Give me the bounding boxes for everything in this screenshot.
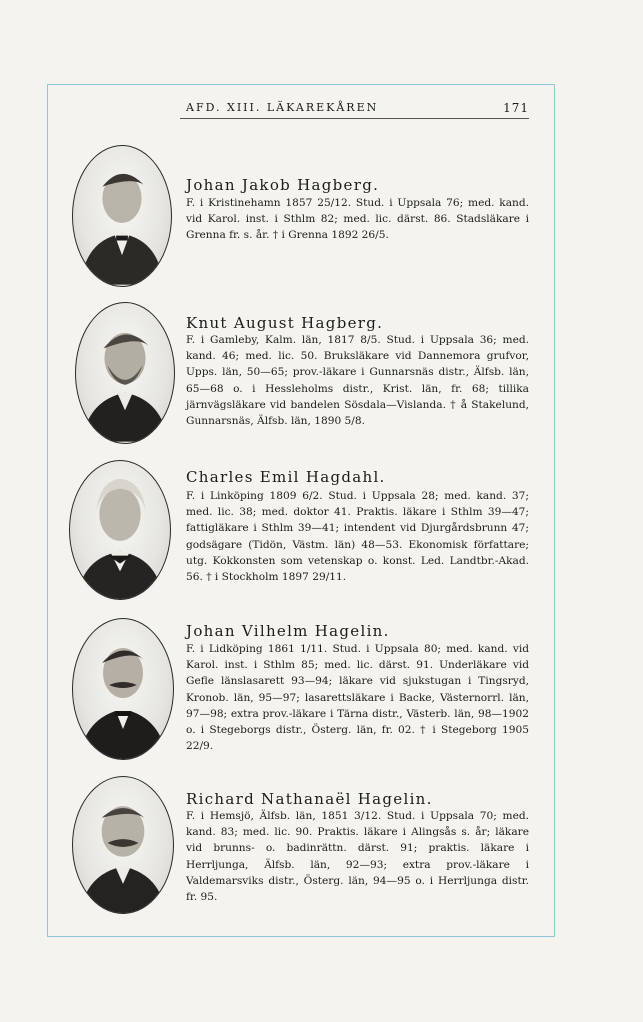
portrait-image: [75, 302, 175, 444]
portrait-image: [72, 776, 174, 914]
portrait-image: [72, 145, 172, 287]
entry-bio: [186, 195, 529, 244]
entry-bio: [186, 488, 529, 585]
bio-text: F. i Linköping 1809 6/2. Stud. i Uppsala 28; med. kand. 37; med. lic. 38; med. doktor 41. Praktis. läkare i Sthlm 39—47; fattigläkare i Sthlm 39—41; intendent vid Djurgårdsbrunn 47; godsägare (Tidön, Västm. län) 48—53. Ekonomisk författare; utg. Kokkonsten som vetenskap o. konst. Led. Landtbr.-Akad. 56. † i Stockholm 1897 29/11.: [186, 490, 529, 584]
bio-text: F. i Lidköping 1861 1/11. Stud. i Uppsala 80; med. kand. vid Karol. inst. i Sthlm 85; med. lic. därst. 91. Underläkare vid Gefle länslasarett 93—94; läkare vid sjukstugan i Tingsryd, Kronob. län, 95—97; lasarettsläkare i Backe, Västernorrl. län, 97—98; extra prov.-läkare i Tärna distr., Västerb. län, 98—1902 o. i Stegeborgs distr., Österg. län, fr. 02. † i Stegeborg 1905 22/9.: [186, 643, 529, 753]
bio-text: F. i Gamleby, Kalm. län, 1817 8/5. Stud. i Uppsala 36; med. kand. 46; med. lic. 50. Bruksläkare vid Dannemora grufvor, Upps. län, 50—65; prov.-läkare i Gunnarsnäs distr., Älfsb. län, 65—68 o. i Hessleholms distr., Krist. län, fr. 68; tillika järnvägsläkare vid bandelen Sösdala—Vislanda. † å Stakelund, Gunnarsnäs, Älfsb. län, 1890 5/8.: [186, 334, 529, 428]
entry-name: Richard Nathanaël Hagelin.: [186, 790, 433, 808]
bio-text: F. i Kristinehamn 1857 25/12. Stud. i Uppsala 76; med. kand. vid Karol. inst. i Sthlm 82; med. lic. därst. 86. Stadsläkare i Grenna fr. s. år. † i Grenna 1892 26/5.: [186, 197, 529, 242]
bio-text: F. i Hemsjö, Älfsb. län, 1851 3/12. Stud. i Uppsala 70; med. kand. 83; med. lic. 90. Praktis. läkare i Alingsås s. år; läkare vid brunns- o. badinrättn. därst. 91; praktis. läkare i Herrljunga, Älfsb. län, 92—93; extra prov.-läkare i Valdemarsviks distr., Österg. län, 94—95 o. i Herrljunga distr. fr. 95.: [186, 810, 529, 904]
portrait-image: [72, 618, 174, 760]
page-number: 171: [503, 101, 529, 115]
entry-bio: [186, 332, 529, 429]
portrait-image: [69, 460, 171, 600]
entry-name: Johan Vilhelm Hagelin.: [186, 622, 390, 640]
entry-name: Johan Jakob Hagberg.: [186, 176, 380, 194]
entry-name: Charles Emil Hagdahl.: [186, 468, 386, 486]
section-title: AFD. XIII. LÄKAREKÅREN: [186, 101, 379, 114]
entry-bio: [186, 641, 529, 754]
entry-name: Knut August Hagberg.: [186, 314, 384, 332]
entry-bio: [186, 808, 529, 905]
header-rule: [180, 118, 529, 119]
